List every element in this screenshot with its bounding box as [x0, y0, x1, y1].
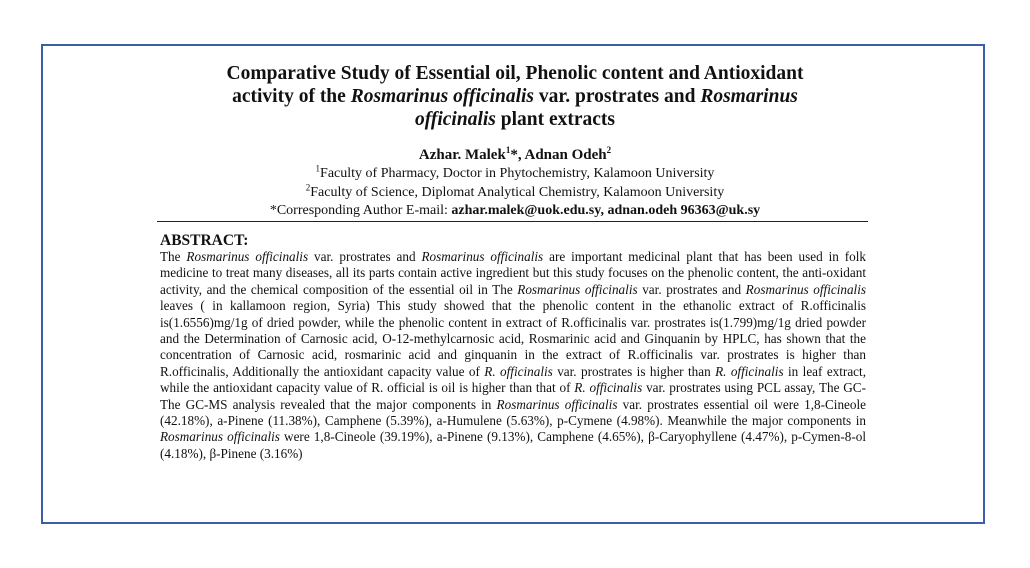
abstract-text-run: var. prostrates is higher than [552, 363, 716, 379]
author-2-affiliation-mark: 2 [606, 145, 612, 155]
title-line-2a: activity of the [232, 86, 351, 107]
title-line-2d: Rosmarinus [700, 86, 798, 107]
abstract-italic-run: Rosmarinus officinalis [496, 396, 618, 412]
abstract-italic-run: R. officinalis [484, 363, 553, 379]
author-1-affiliation-mark: 1 [505, 145, 511, 155]
corresponding-author [150, 202, 880, 219]
author-list [150, 146, 880, 164]
affiliation-2-number: 2 [305, 182, 311, 193]
title-line-2c: var. prostrates and [534, 86, 701, 107]
corresponding-label: *Corresponding Author E-mail: [269, 203, 452, 218]
abstract-italic-run: Rosmarinus officinalis [745, 281, 867, 297]
abstract-text-run: in leaf extract, while the antioxidant capacity value of R. official is oil is higher than that of [160, 363, 866, 396]
abstract-italic-run: Rosmarinus officinalis [421, 249, 544, 264]
abstract-italic-run: Rosmarinus officinalis [517, 281, 638, 297]
abstract-italic-run: R. officinalis [574, 380, 643, 396]
affiliation-2 [150, 184, 880, 201]
corresponding-mark: *, [510, 147, 525, 163]
author-2: Adnan Odeh [524, 147, 607, 163]
paper-title [150, 62, 880, 131]
affiliation-1-text: Faculty of Pharmacy, Doctor in Phytochemistry, Kalamoon University [320, 166, 715, 181]
affiliation-1-number: 1 [315, 163, 321, 174]
abstract-text-run: var. prostrates using PCL assay, The GC- The GC-MS analysis revealed that the major components in [160, 380, 866, 412]
abstract-text [160, 249, 866, 462]
title-line-3b: plant extracts [495, 109, 616, 130]
header-divider [157, 221, 868, 222]
title-line-2b: Rosmarinus officinalis [350, 86, 535, 107]
abstract-heading: ABSTRACT: [160, 232, 249, 249]
abstract-text-run: var. prostrates and [308, 249, 422, 264]
title-line-1: Comparative Study of Essential oil, Phenolic content and Antioxidant [226, 63, 804, 84]
abstract-italic-run: Rosmarinus officinalis [186, 249, 309, 264]
title-line-3a: officinalis [414, 109, 496, 130]
affiliation-1 [150, 165, 880, 182]
affiliation-2-text: Faculty of Science, Diplomat Analytical Chemistry, Kalamoon University [310, 185, 725, 200]
abstract-text-run: were 1,8-Cineole (39.19%), a-Pinene (9.13%), Camphene (4.65%), β-Caryophyllene (4.47%), p-Cymen-8-ol (4.18%), β-Pinene (3.16%) [160, 429, 866, 461]
corresponding-emails[interactable]: azhar.malek@uok.edu.sy, adnan.odeh 96363@uk.sy [451, 203, 761, 218]
abstract-text-run: var. prostrates and [637, 281, 746, 297]
abstract-italic-run: R. officinalis [715, 363, 784, 379]
abstract-text-run: var. prostrates essential oil were 1,8-Cineole (42.18%), a-Pinene (11.38%), Camphene (5.39%), a-Humulene (5.63%), p-Cymene (4.98%). Meanwhile the major components in [160, 396, 866, 429]
author-1: Azhar. Malek [418, 147, 506, 163]
abstract-text-run: The [160, 249, 187, 264]
abstract-text-run: are important medicinal plant that has been used in folk medicine to treat many diseases, all its parts contain active ingredient but this study focuses on the phenolic content, the anti-oxidant activity, and the chemical composition of the essential oil in The [160, 249, 867, 297]
abstract-text-run: leaves ( in kallamoon region, Syria) This study showed that the phenolic content in the ethanolic extract of R.officinalis is(1.6556)mg/1g of dried powder, while the phenolic content in extract of R.officinalis var. prostrates is(1.799)mg/1g dried powder and the Determination of Carnosic acid, O-12-methylcarnosic acid, Rosmarinic acid and Ginquanin by HPLC, has shown that the concentration of Carnosic acid, rosmarinic acid and ginquanin in the extract of R.officinalis var. prostrates is higher than R.officinalis, Additionally the antioxidant capacity value of [160, 298, 866, 379]
abstract-italic-run: Rosmarinus officinalis [160, 429, 280, 445]
